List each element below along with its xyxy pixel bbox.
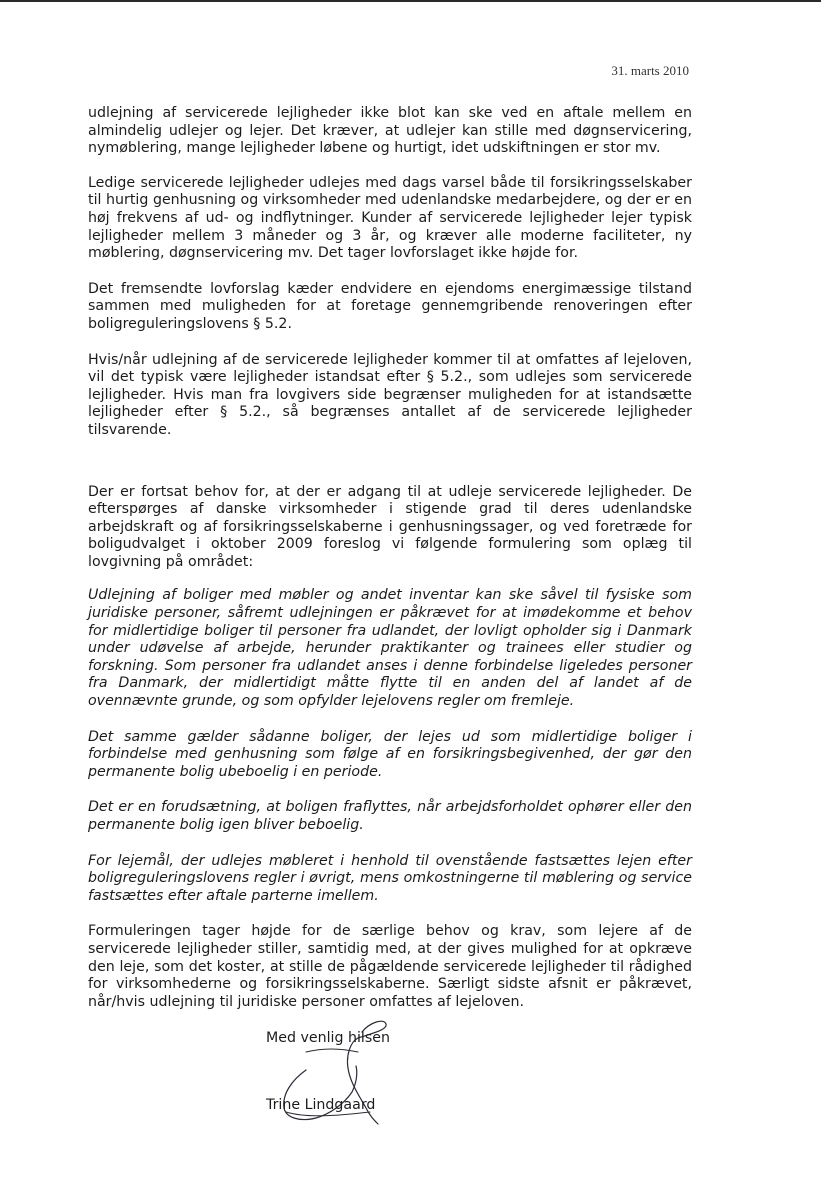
quote-1: Udlejning af boliger med møbler og andet inventar kan ske såvel til fysiske som juridiske personer, såfremt udlejningen er påkrævet for at imødekomme et behov for midlertidige boliger til personer fra udlandet, der lovligt opholder sig i Danmark under udøvelse af arbejde, herunder praktikanter og trainees eller studier og forskning. Som personer fra udlandet anses i denne forbindelse ligeledes personer fra Danmark, der midlertidigt måtte flytte til en anden del af landet af de ovennævnte grunde, og som opfylder lejelovens regler om fremleje. <box>88 587 692 710</box>
page-top-edge <box>0 0 821 2</box>
closing-paragraph: Formuleringen tager højde for de særlige behov og krav, som lejere af de servicerede lejligheder stiller, samtidig med, at der gives mulighed for at opkræve den leje, som det koster, at stille de pågældende servicerede lejligheder til rådighed for virksomhederne og forsikringsselskaberne. Særligt sidste afsnit er påkrævet, når/hvis udlejning til juridiske personer omfattes af lejeloven. <box>88 923 692 1010</box>
closing-salutation: Med venlig hilsen <box>266 1030 390 1046</box>
quote-3: Det er en forudsætning, at boligen fraflyttes, når arbejdsforholdet ophører eller den permanente bolig igen bliver beboelig. <box>88 799 692 833</box>
signature-block <box>266 1028 446 1118</box>
paragraph-3: Det fremsendte lovforslag kæder endvidere en ejendoms energimæssige tilstand sammen med muligheden for at foretage gennemgribende renoveringen efter boligreguleringslovens § 5.2. <box>88 280 692 332</box>
quote-2: Det samme gælder sådanne boliger, der lejes ud som midlertidige boliger i forbindelse med genhusning som følge af en forsikringsbegivenhed, der gør den permanente bolig ubeboelig i en periode. <box>88 728 692 780</box>
paragraph-2: Ledige servicerede lejligheder udlejes med dags varsel både til forsikringsselskaber til hurtig genhusning og virksomheder med udenlandske medarbejdere, og der er en høj frekvens af ud- og indflytninger. Kunder af servicerede lejligheder lejer typisk lejligheder mellem 3 måneder og 3 år, og kræver alle moderne faciliteter, ny møblering, døgnservicering mv. Det tager lovforslaget ikke højde for. <box>88 174 692 262</box>
letter-body <box>88 105 692 1011</box>
quote-4: For lejemål, der udlejes møbleret i henhold til ovenstående fastsættes lejen efter boligreguleringslovens regler i øvrigt, mens omkostningerne til møblering og service fastsættes efter aftale parterne imellem. <box>88 852 692 904</box>
paragraph-1: udlejning af servicerede lejligheder ikke blot kan ske ved en aftale mellem en almindelig udlejer og lejer. Det kræver, at udlejer kan stille med døgnservicering, nymøblering, mange lejligheder løbene og hurtigt, idet udskiftningen er stor mv. <box>88 105 692 157</box>
letter-date: 31. marts 2010 <box>611 63 689 78</box>
paragraph-5: Der er fortsat behov for, at der er adgang til at udleje servicerede lejligheder. De efterspørges af danske virksomheder i stigende grad til deres udenlandske arbejdskraft og af forsikringsselskaberne i genhusningssager, og ved foretræde for boligudvalget i oktober 2009 foreslog vi følgende formulering som oplæg til lovgivning på området: <box>88 483 692 570</box>
paragraph-4: Hvis/når udlejning af de servicerede lejligheder kommer til at omfattes af lejeloven, vil det typisk være lejligheder istandsat efter § 5.2., som udlejes som servicerede lejligheder. Hvis man fra lovgivers side begrænser muligheden for at istandsætte lejligheder efter § 5.2., så begrænses antallet af de servicerede lejligheder tilsvarende. <box>88 351 692 438</box>
signer-name: Trine Lindgaard <box>266 1097 376 1113</box>
